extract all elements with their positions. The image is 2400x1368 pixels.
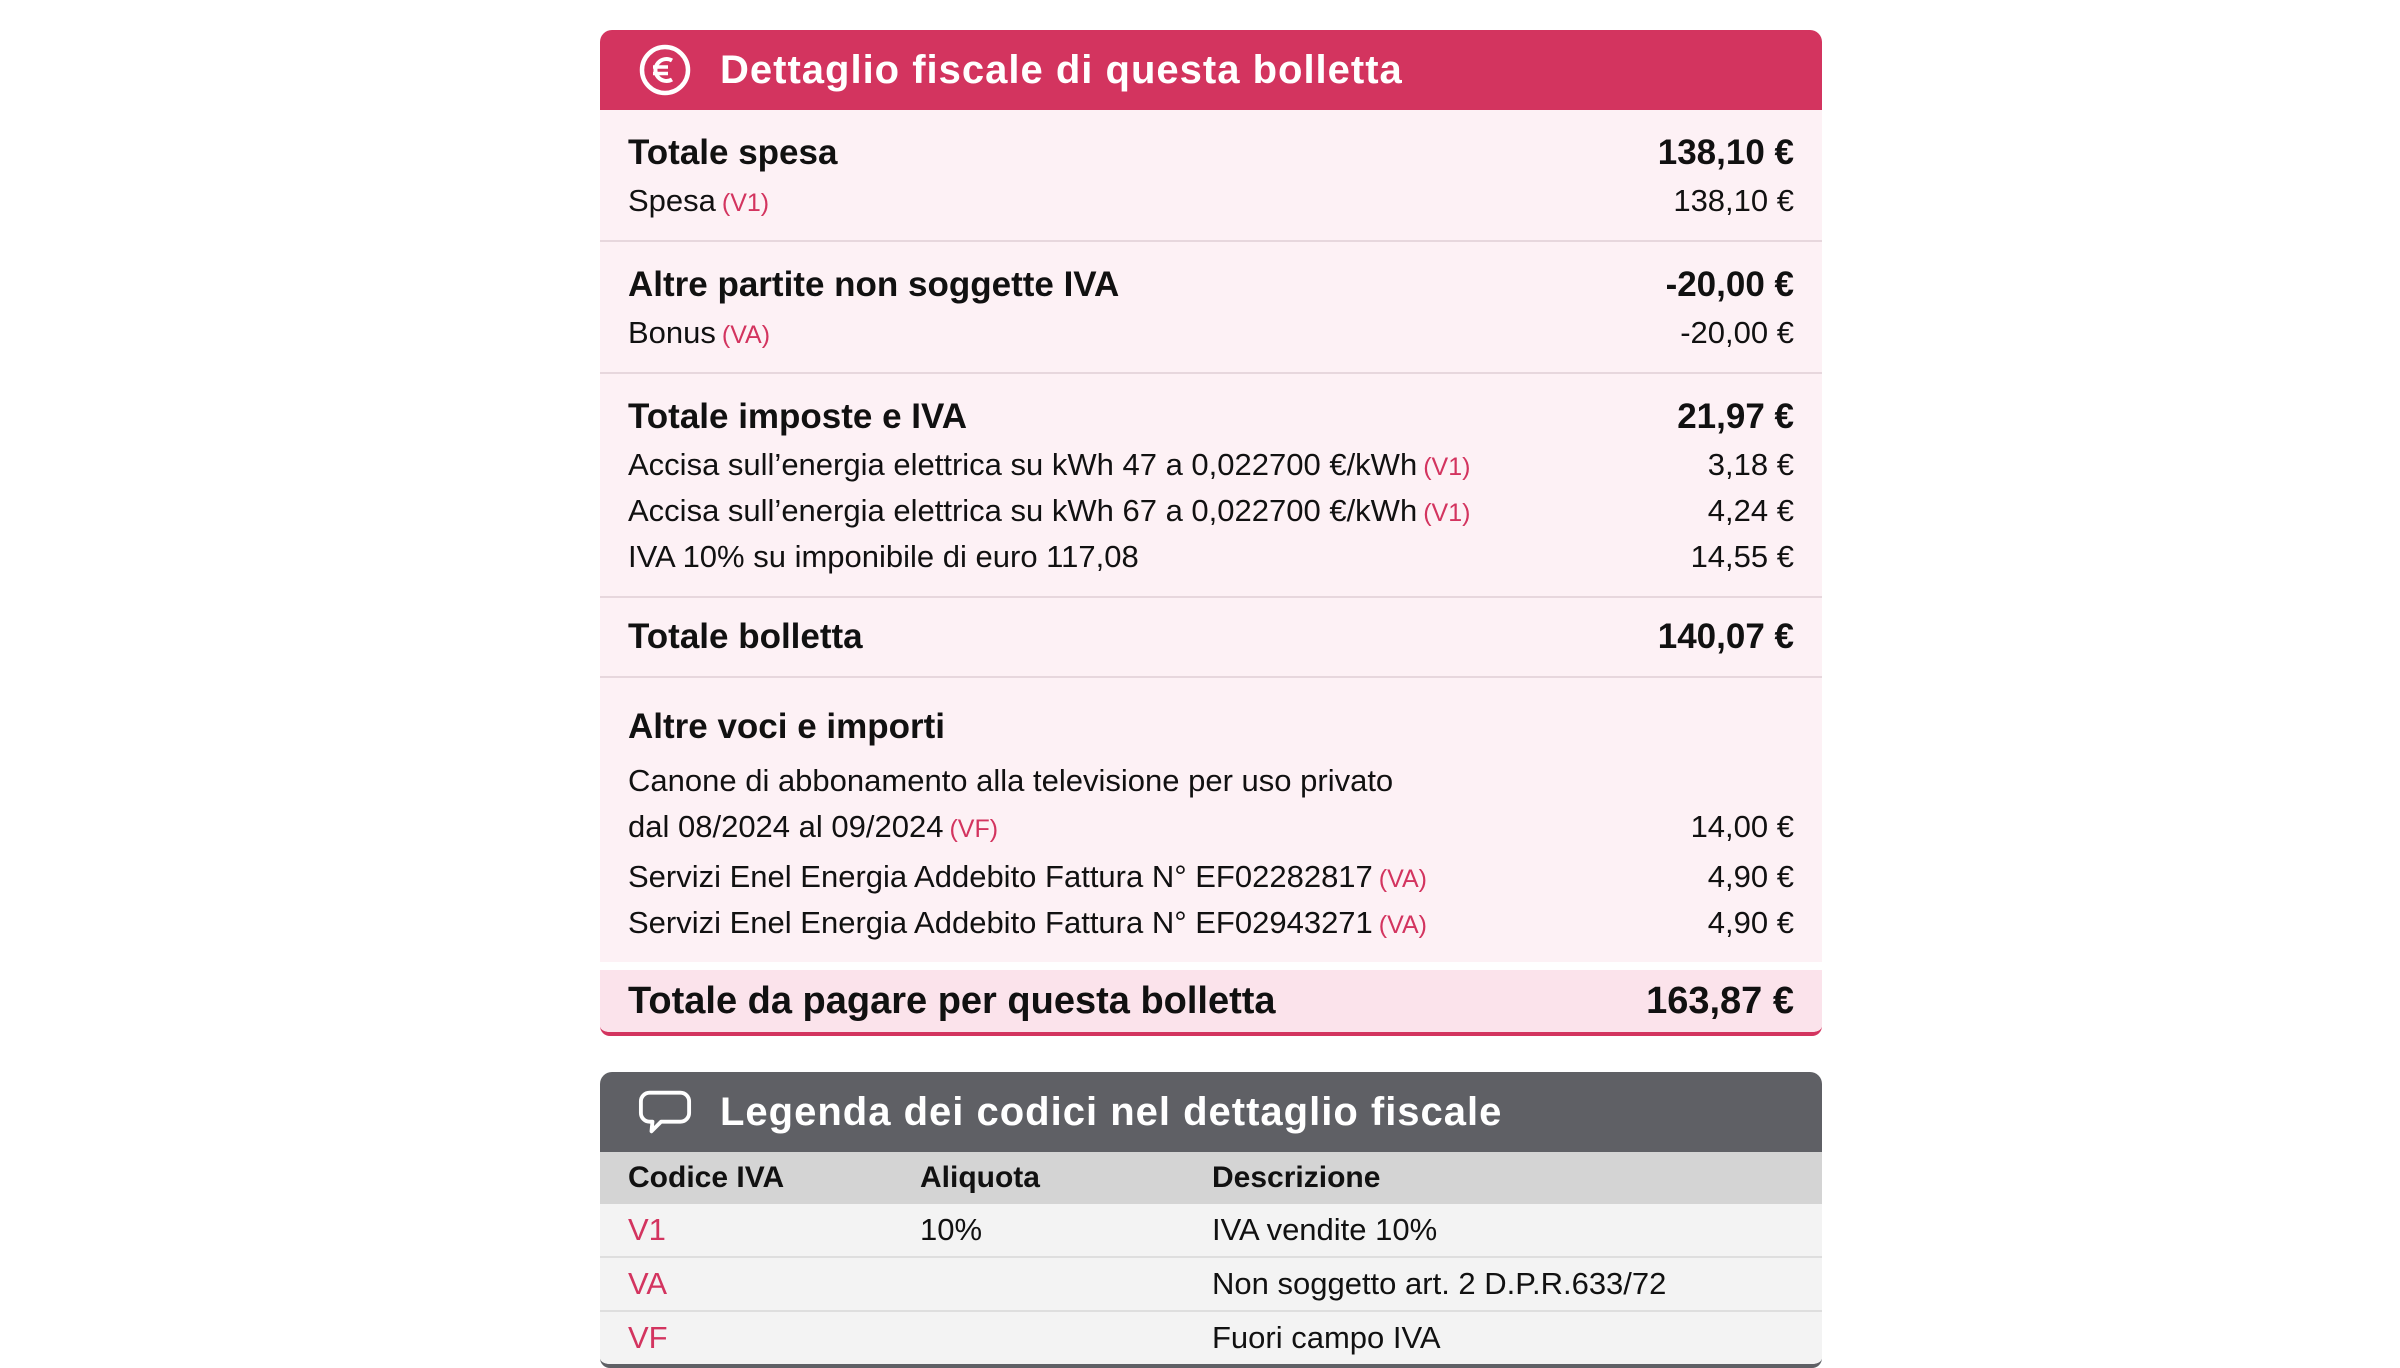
line-item [628,752,1794,854]
table-row [600,1258,1822,1312]
vat-code-cell: V1 [628,1212,666,1247]
item-amount: 14,00 € [1690,809,1794,844]
section-totale-spesa [600,110,1822,242]
section-label: Totale spesa [628,133,838,172]
item-desc: Accisa sull’energia elettrica su kWh 47 a 0,022700 €/kWh [628,447,1418,482]
line-item [628,854,1794,900]
description-cell: Non soggetto art. 2 D.P.R.633/72 [1212,1266,1667,1301]
legend-card [600,1072,1822,1368]
fiscal-detail-header [600,30,1822,110]
section-altre-partite [600,242,1822,374]
item-amount: 4,90 € [1707,905,1794,940]
item-desc: Bonus [628,315,716,350]
item-amount: -20,00 € [1680,315,1794,350]
item-desc-continued: dal 08/2024 al 09/2024 [628,809,944,844]
grand-total-label: Totale da pagare per questa bolletta [628,979,1276,1022]
column-header-descrizione: Descrizione [1212,1161,1381,1194]
vat-code-cell: VF [628,1320,668,1355]
item-desc: Canone di abbonamento alla televisione per uso privato [628,763,1394,798]
vat-code: (V1) [721,189,770,217]
section-label: Totale imposte e IVA [628,397,968,436]
vat-code: (VA) [721,321,771,349]
line-item [628,488,1794,534]
vat-code-cell: VA [628,1266,668,1301]
item-amount: 138,10 € [1673,183,1794,218]
bill-summary [600,30,1822,1368]
section-totale-bolletta [600,598,1822,678]
line-item [628,442,1794,488]
vat-code: (VA) [1378,911,1427,939]
section-label: Totale bolletta [628,617,863,656]
line-item [628,534,1794,580]
table-row [600,1204,1822,1258]
item-amount: 3,18 € [1707,447,1794,482]
section-imposte-iva [600,374,1822,598]
table-row [600,1312,1822,1364]
legend-header [600,1072,1822,1152]
column-header-codice: Codice IVA [628,1161,785,1194]
section-amount: 140,07 € [1657,617,1794,656]
item-desc: IVA 10% su imponibile di euro 117,08 [628,539,1139,574]
rate-cell: 10% [920,1212,983,1247]
section-altre-voci [600,678,1822,962]
speech-bubble-icon [638,1085,692,1139]
grand-total-amount: 163,87 € [1646,979,1794,1022]
description-cell: IVA vendite 10% [1212,1212,1438,1247]
line-item [628,178,1794,224]
line-item [628,310,1794,356]
euro-circle-icon [638,43,692,97]
legend-table-header [600,1152,1822,1204]
item-amount: 4,90 € [1707,859,1794,894]
vat-code: (VA) [1378,865,1427,893]
line-item [628,900,1794,946]
section-amount: 21,97 € [1677,397,1794,436]
section-label: Altre partite non soggette IVA [628,265,1120,304]
section-label: Altre voci e importi [628,707,946,746]
item-desc: Accisa sull’energia elettrica su kWh 67 a 0,022700 €/kWh [628,493,1418,528]
grand-total-row [600,970,1822,1032]
vat-code: (V1) [1423,499,1471,527]
fiscal-detail-title: Dettaglio fiscale di questa bolletta [720,47,1403,92]
column-header-aliquota: Aliquota [920,1161,1040,1194]
item-desc: Servizi Enel Energia Addebito Fattura N° EF02282817 [628,859,1373,894]
item-amount: 4,24 € [1707,493,1794,528]
section-amount: 138,10 € [1657,133,1794,172]
vat-code: (V1) [1423,453,1471,481]
vat-code: (VF) [949,815,999,843]
item-amount: 14,55 € [1690,539,1794,574]
description-cell: Fuori campo IVA [1212,1320,1441,1355]
item-desc: Spesa [628,183,716,218]
legend-title: Legenda dei codici nel dettaglio fiscale [720,1089,1503,1134]
item-desc: Servizi Enel Energia Addebito Fattura N° EF02943271 [628,905,1373,940]
section-amount: -20,00 € [1665,265,1794,304]
fiscal-detail-card [600,30,1822,1036]
